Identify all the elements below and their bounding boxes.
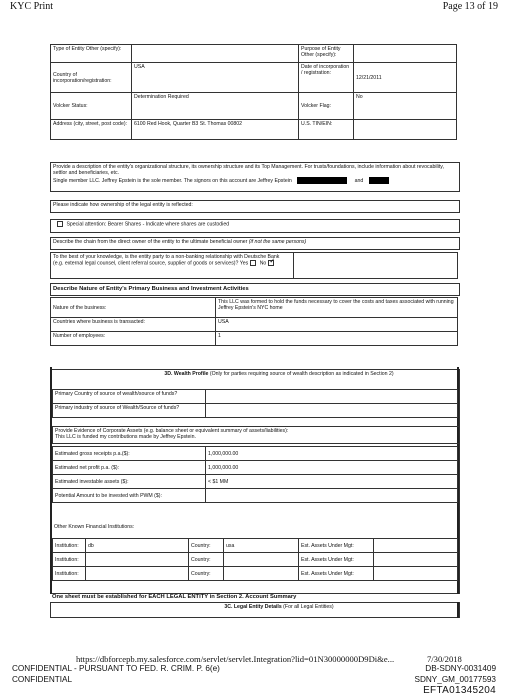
type-of-entity-label: Type of Entity Other (specify): [51, 45, 132, 63]
volcker-status-label: Volcker Status: [51, 93, 132, 120]
bearer-shares-row [50, 219, 460, 233]
no-label: No [259, 260, 267, 267]
bearer-shares-checkbox[interactable] [57, 221, 63, 227]
evidence-label: Provide Evidence of Corporate Assets (e.g. balance sheet or equivalent summary of assets/liabilities): [55, 428, 289, 434]
net-profit-label: Estimated net profit p.a. ($): [53, 461, 206, 475]
chain-italic-note: (if not the same persons) [248, 239, 307, 245]
address-label: Address (city, street, post code): [51, 120, 132, 140]
net-profit-value: 1,000,000.00 [206, 461, 458, 475]
confidential-line-2: CONFIDENTIAL [12, 675, 73, 684]
date-label: Date of incorporation / registration: [299, 63, 354, 93]
ownership-description-value: Single member LLC. Jeffrey Epstein is the sole member. The signors on this account are Jeffrey Epstein [53, 177, 292, 184]
purpose-value [354, 45, 457, 63]
business-value: This LLC was formed to hold the funds necessary to cover the costs and taxes associated with running Jeffrey Epstein's NYC home [216, 298, 458, 318]
entity-info-table [50, 44, 457, 140]
countries-label: Countries where business is transacted: [51, 318, 216, 332]
print-title: KYC Print [10, 1, 54, 12]
third-party-table [50, 252, 458, 279]
sheet-note: One sheet must be established for EACH LEGAL ENTITY in Section 2. Account Summary [52, 594, 297, 600]
yes-label: Yes [239, 260, 249, 267]
and-text: and [354, 177, 364, 184]
tin-label: U.S. TIN/EIN: [299, 120, 354, 140]
third-party-question: To the best of your knowledge, is the entity party to a non-banking relationship with Deutsche Bank (e.g. external legal counsel, client referral source, supplier of goods or services)? Yes No✓ [51, 253, 294, 279]
institutions-table [52, 538, 458, 581]
volcker-flag-label: Volcker Flag: [299, 93, 354, 120]
chain-row [50, 237, 460, 250]
redaction-block [369, 177, 389, 184]
wealth-amounts-table [52, 446, 458, 503]
employees-label: Number of employees: [51, 332, 216, 346]
gross-receipts-value: 1,000,000.00 [206, 447, 458, 461]
ownership-description-box [50, 162, 460, 192]
legal-right-bar [457, 602, 459, 618]
business-label: Nature of the business: [51, 298, 216, 318]
institution-row: Institution: db Country: usa Est. Assets Under Mgt: [53, 539, 458, 553]
primary-country-label: Primary Country of source of wealth/source of funds? [53, 390, 206, 404]
address-value: 6100 Red Hook, Quarter B3 St. Thomas 00802 [132, 120, 299, 140]
evidence-box [52, 426, 460, 444]
institution-row: Institution: Country: Est. Assets Under Mgt: [53, 567, 458, 581]
primary-industry-value [206, 404, 458, 418]
ownership-indicate-row: Please indicate how ownership of the legal entity is reflected: [50, 200, 460, 213]
gross-receipts-label: Estimated gross receipts p.a.($): [53, 447, 206, 461]
ownership-description-label: Provide a description of the entity's organizational structure, its ownership structure and its Top Management. For trusts/foundations, include information about revocability, settlor and beneficiaries, etc. [53, 164, 444, 176]
volcker-status-value: Determination Required [132, 93, 299, 120]
country-value: USA [132, 63, 299, 93]
bates-number-2: SDNY_GM_00177593 [414, 675, 496, 684]
tin-value [354, 120, 457, 140]
page-number: Page 13 of 19 [442, 1, 498, 12]
country-label: Country of incorporation/registration: [51, 63, 132, 93]
confidential-line-1: CONFIDENTIAL - PURSUANT TO FED. R. CRIM. P. 6(e) [12, 664, 220, 673]
countries-value: USA [216, 318, 458, 332]
employees-value: 1 [216, 332, 458, 346]
footer-url[interactable]: https://dbforcepb.my.salesforce.com/servlet/servlet.Integration?lid=01N30000000D9Di&e... [76, 654, 395, 664]
potential-amount-label: Potential Amount to be invested with PWM ($): [53, 489, 206, 503]
ownership-description-line [53, 177, 457, 184]
other-fi-label: Other Known Financial Institutions: [54, 524, 135, 530]
legal-entity-heading: 3C. Legal Entity Details (For all Legal Entities) [224, 604, 334, 610]
date-value: 12/21/2011 [354, 63, 457, 93]
primary-industry-label: Primary industry of source of Wealth/Source of funds? [53, 404, 206, 418]
nature-table [50, 297, 458, 346]
institution-row: Institution: Country: Est. Assets Under Mgt: [53, 553, 458, 567]
volcker-flag-value: No [354, 93, 457, 120]
footer-date: 7/30/2018 [427, 654, 462, 664]
wealth-profile-heading: 3D. Wealth Profile (Only for parties requiring source of wealth description as indicated in Section 2) [164, 371, 394, 377]
chain-label: Describe the chain from the direct owner of the entity to the ultimate beneficial owner [53, 239, 249, 245]
nature-section-title: Describe Nature of Entity's Primary Business and Investment Activities [50, 283, 460, 296]
purpose-label: Purpose of Entity Other (specify): [299, 45, 354, 63]
primary-country-value [206, 390, 458, 404]
no-checkbox[interactable] [268, 260, 274, 266]
investable-assets-value: < $1 MM [206, 475, 458, 489]
wealth-profile-table [52, 389, 458, 418]
yes-checkbox[interactable] [250, 260, 256, 266]
bearer-shares-label: Special attention: Bearer Shares - Indicate where shares are custodied [66, 221, 230, 228]
type-of-entity-value [132, 45, 299, 63]
evidence-value: This LLC is funded my contributions made by Jeffrey Epstein. [55, 434, 196, 440]
investable-assets-label: Estimated investable assets ($): [53, 475, 206, 489]
redaction-block [297, 177, 347, 184]
bates-number-1: DB-SDNY-0031409 [425, 664, 496, 673]
third-party-blank [294, 253, 458, 279]
efta-number: EFTA01345204 [423, 685, 496, 696]
potential-amount-value [206, 489, 458, 503]
